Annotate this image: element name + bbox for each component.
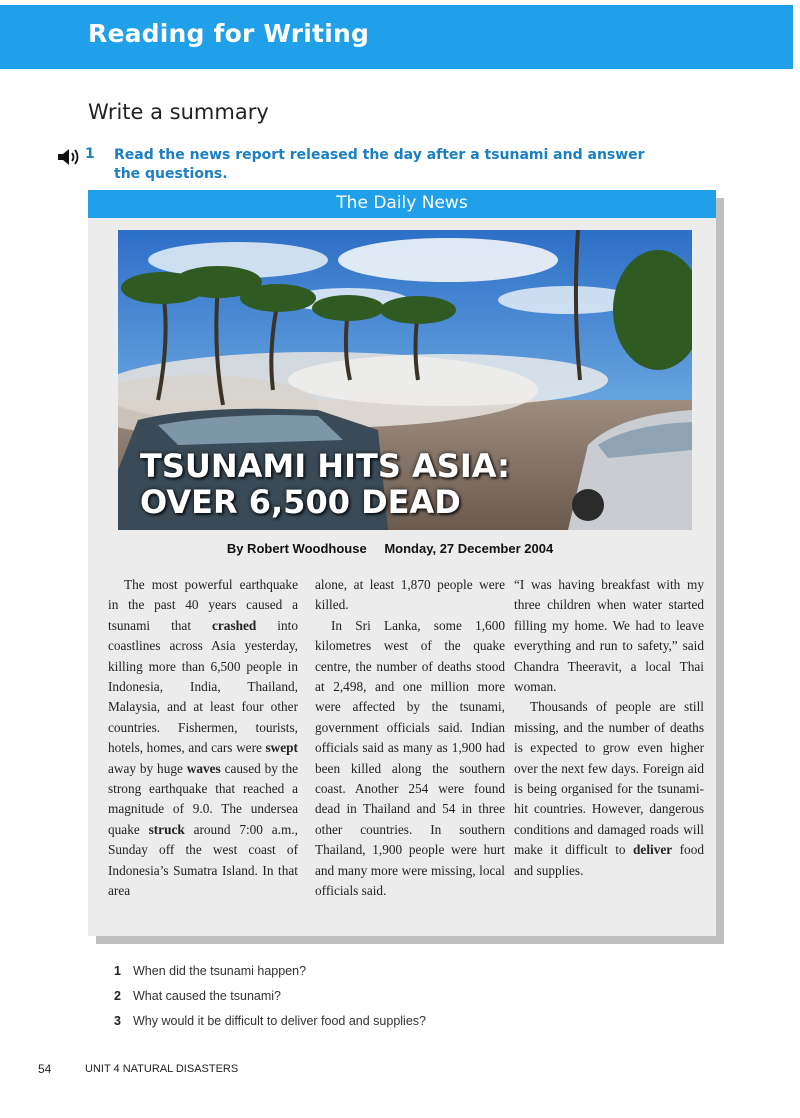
- newspaper: [88, 190, 716, 936]
- article-column-2: [315, 575, 505, 902]
- byline: [88, 541, 692, 556]
- article-column-1: [108, 575, 298, 902]
- paragraph: [514, 697, 704, 881]
- question-3: [114, 1014, 426, 1028]
- question-text: What caused the tsunami?: [133, 989, 281, 1003]
- text: food and supplies.: [514, 842, 705, 878]
- keyword-struck: struck: [148, 821, 185, 837]
- question-number: 1: [114, 964, 121, 978]
- keyword-crashed: crashed: [212, 617, 257, 633]
- text: around 7:00 a.m., Sunday off the west coast of Indonesia’s Sumatra Island. In that area: [108, 821, 298, 899]
- question-2: [114, 989, 281, 1003]
- paragraph: In Sri Lanka, some 1,600 kilometres west of the quake centre, the number of deaths stood at 2,498, and one million more were affected by the tsunami, government officials said. Indian officials said as many as 1,900 had been killed along the southern coast. Another 254 were found dead in Thailand and 54 in three other countries. In southern Thailand, 1,900 people were hurt and many more were missing, local officials said.: [315, 617, 505, 899]
- headline-line-1: TSUNAMI HITS ASIA:: [140, 447, 510, 485]
- headline-line-2: OVER 6,500 DEAD: [140, 483, 461, 521]
- paragraph: [108, 575, 298, 902]
- question-number: 3: [114, 1014, 121, 1028]
- question-1: [114, 964, 306, 978]
- keyword-waves: waves: [186, 760, 221, 776]
- text: away by huge: [108, 760, 187, 776]
- keyword-deliver: deliver: [633, 842, 673, 858]
- newspaper-header: [88, 190, 716, 218]
- section-title: Write a summary: [88, 100, 269, 124]
- task-instruction: Read the news report released the day after a tsunami and answer the questions.: [114, 147, 645, 182]
- task-number: 1: [85, 146, 95, 162]
- page-number: 54: [38, 1062, 52, 1076]
- text: caused by the strong earthquake that reached a magnitude of 9.0. The undersea quake: [108, 760, 298, 837]
- author: By Robert Woodhouse: [226, 541, 367, 556]
- unit-label: UNIT 4 NATURAL DISASTERS: [85, 1063, 239, 1075]
- unit-banner: [0, 5, 793, 69]
- question-number: 2: [114, 989, 121, 1003]
- text: The most powerful earthquake in the past 40 years caused a tsunami that: [108, 577, 298, 633]
- text: into coastlines across Asia yesterday, killing more than 6,500 people in Indonesia, India, Thailand, Malaysia, and at least four other countries. Fishermen, tourists, hotels, homes, and cars were: [108, 617, 298, 756]
- text: Thousands of people are still missing, and the number of deaths is expected to grow even higher over the next few days. Foreign aid is being organised for the tsunami-hit countries. However, dangerous conditions and damaged roads will make it difficult to: [514, 699, 704, 858]
- keyword-swept: swept: [265, 740, 298, 756]
- speaker-icon[interactable]: [57, 148, 81, 166]
- tsunami-photo: [118, 230, 692, 530]
- article-column-3: [514, 575, 704, 881]
- question-text: Why would it be difficult to deliver food and supplies?: [133, 1014, 426, 1028]
- newspaper-name: The Daily News: [336, 193, 468, 213]
- question-text: When did the tsunami happen?: [133, 964, 307, 978]
- banner-title: Reading for Writing: [88, 19, 370, 48]
- paragraph: “I was having breakfast with my three children when water started filling my home. We had to leave everything and run to safety,” said Chandra Theeravit, a local Thai woman.: [514, 577, 704, 695]
- paragraph: alone, at least 1,870 people were killed.: [315, 577, 505, 613]
- date: Monday, 27 December 2004: [384, 541, 554, 556]
- headline: [140, 448, 510, 520]
